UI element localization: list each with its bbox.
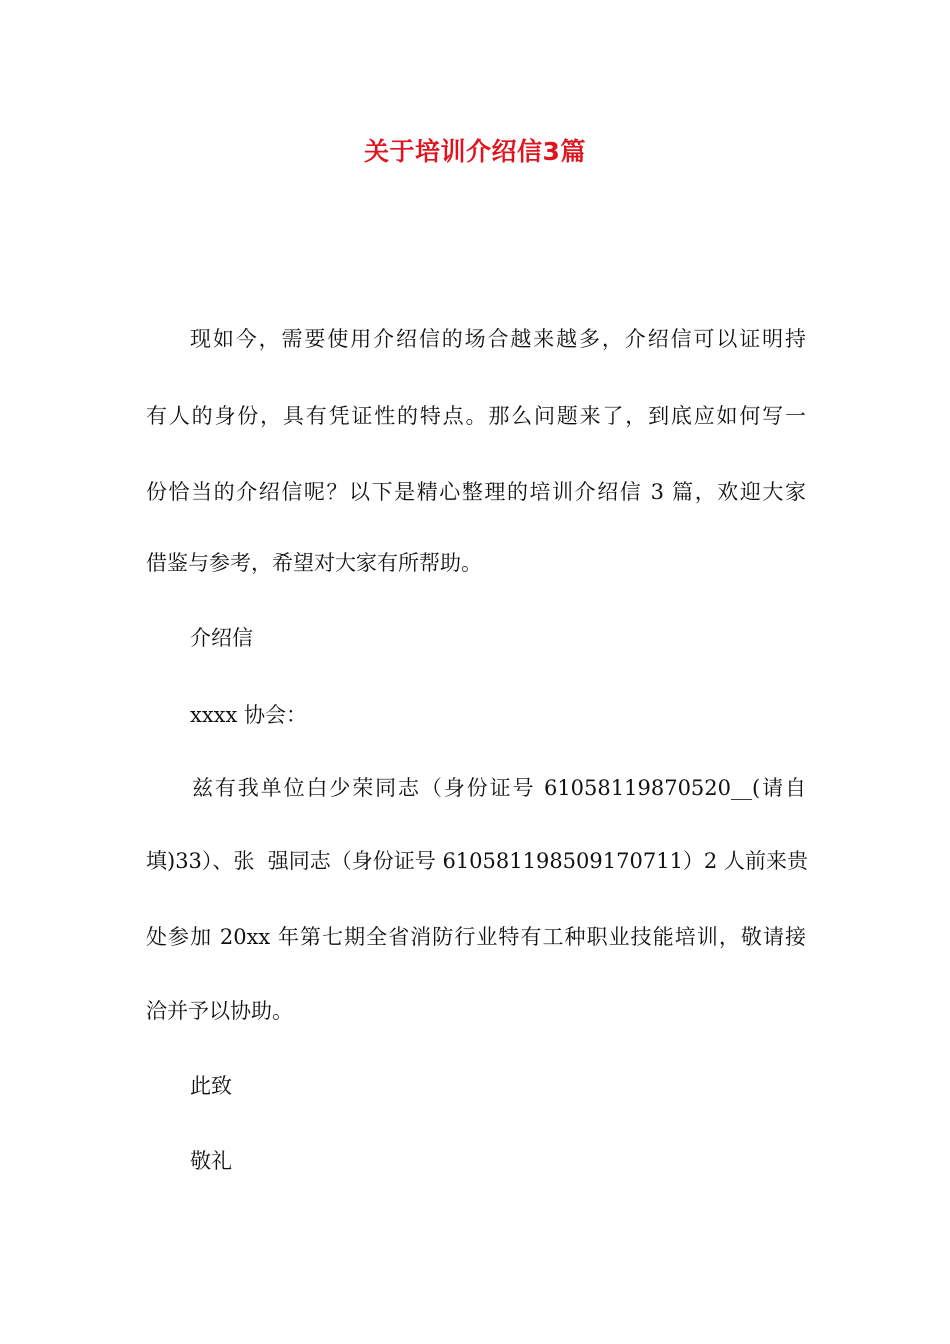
body-line: 借鉴与参考，希望对大家有所帮助。 bbox=[146, 551, 482, 575]
body-line: 有人的身份，具有凭证性的特点。那么问题来了，到底应如何写一 bbox=[146, 404, 806, 428]
letter-recipient: xxxx 协会： bbox=[190, 703, 308, 727]
body-line: 处参加 20xx 年第七期全省消防行业特有工种职业技能培训，敬请接 bbox=[146, 925, 806, 949]
body-line: 洽并予以协助。 bbox=[146, 999, 293, 1023]
body-line: 份恰当的介绍信呢？以下是精心整理的培训介绍信 3 篇，欢迎大家 bbox=[146, 480, 806, 504]
document-title: 关于培训介绍信3篇 bbox=[364, 137, 586, 166]
body-line: 兹有我单位白少荣同志（身份证号 61058119870520__(请自 bbox=[192, 776, 806, 800]
letter-heading: 介绍信 bbox=[190, 626, 253, 650]
closing-line: 敬礼 bbox=[190, 1149, 232, 1173]
closing-line: 此致 bbox=[190, 1074, 232, 1098]
body-line: 现如今，需要使用介绍信的场合越来越多，介绍信可以证明持 bbox=[190, 327, 806, 351]
body-line: 填)33）、张 强同志（身份证号 610581198509170711）2 人前来贵 bbox=[146, 849, 808, 873]
